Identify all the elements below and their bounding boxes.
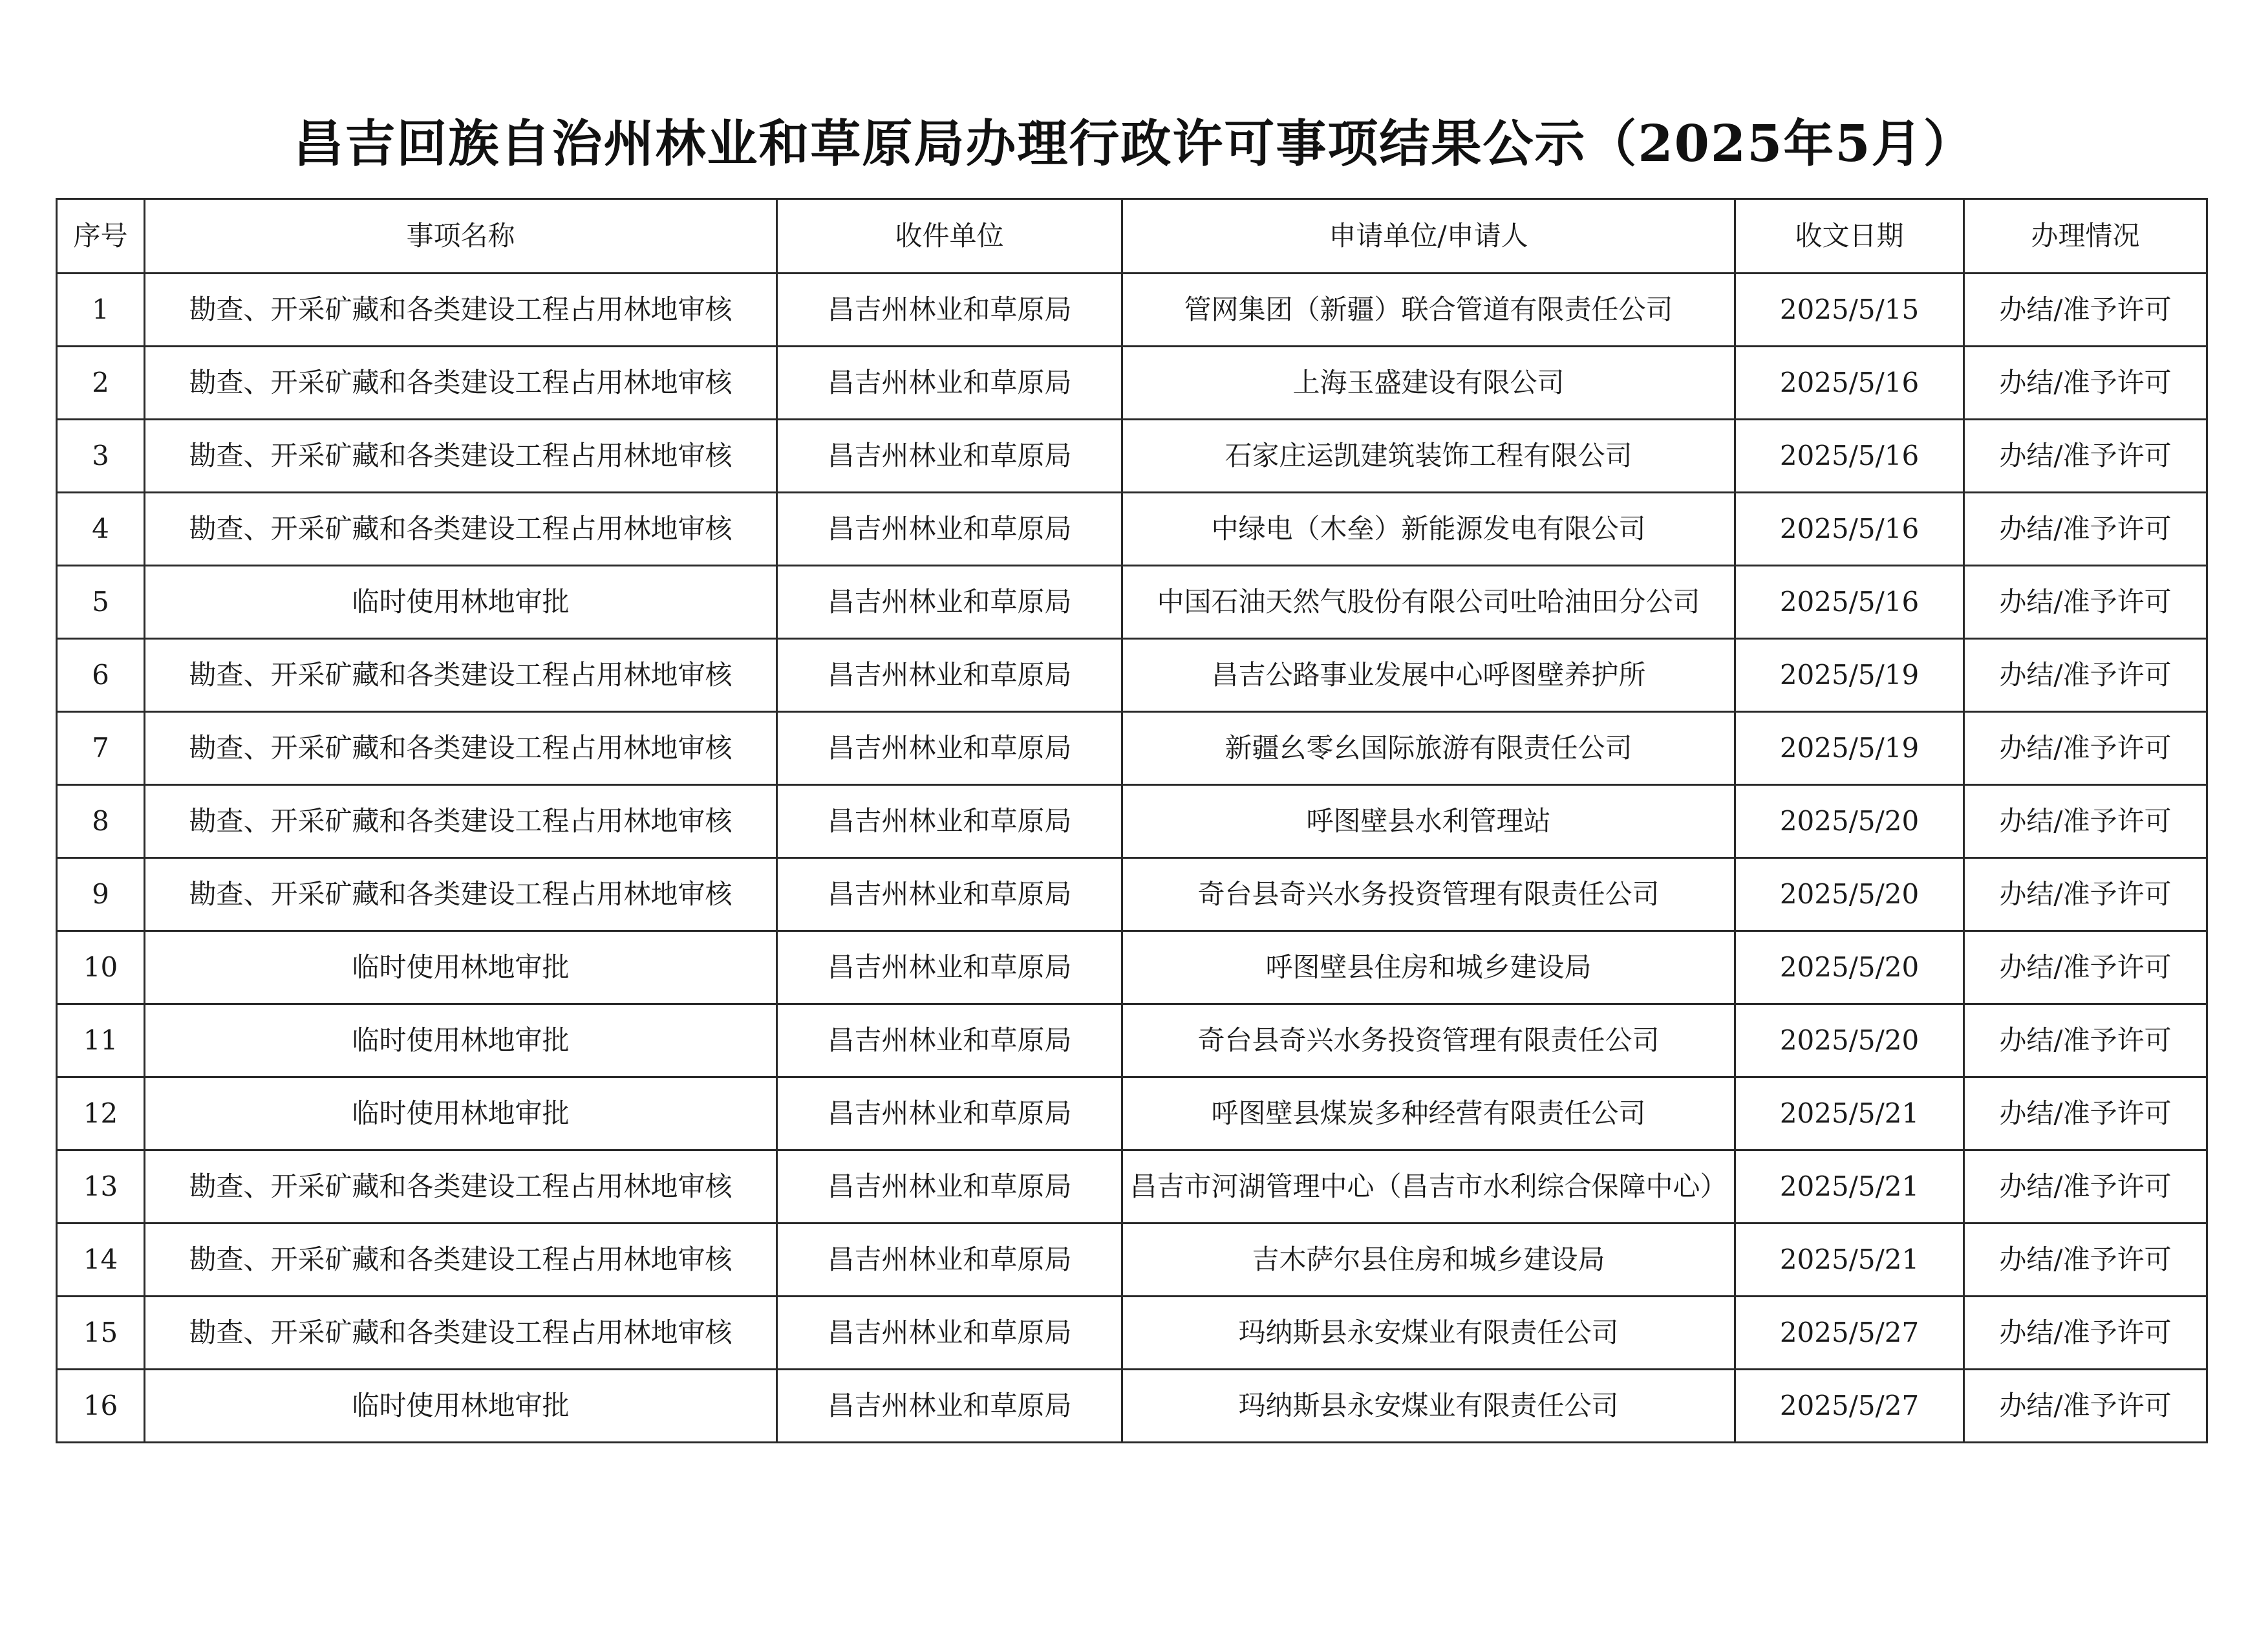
item-name-cell: 勘查、开采矿藏和各类建设工程占用林地审核 <box>145 274 777 347</box>
table-row <box>57 1297 2207 1370</box>
applicant-cell: 中国石油天然气股份有限公司吐哈油田分公司 <box>1122 566 1735 639</box>
processing-status-cell: 办结/准予许可 <box>1964 858 2207 931</box>
table-row <box>57 1370 2207 1443</box>
table-row <box>57 785 2207 858</box>
table-row <box>57 712 2207 785</box>
table-row <box>57 931 2207 1004</box>
receipt-date-cell: 2025/5/16 <box>1735 566 1964 639</box>
applicant-cell: 玛纳斯县永安煤业有限责任公司 <box>1122 1297 1735 1370</box>
processing-status-cell: 办结/准予许可 <box>1964 1223 2207 1297</box>
table-row <box>57 274 2207 347</box>
receipt-date-cell: 2025/5/16 <box>1735 420 1964 493</box>
document-title: 昌吉回族自治州林业和草原局办理行政许可事项结果公示（2025年5月） <box>293 114 1975 173</box>
item-name-cell: 勘查、开采矿藏和各类建设工程占用林地审核 <box>145 858 777 931</box>
item-name-cell: 临时使用林地审批 <box>145 566 777 639</box>
table-row <box>57 1223 2207 1297</box>
applicant-cell: 奇台县奇兴水务投资管理有限责任公司 <box>1122 1004 1735 1077</box>
item-name-cell: 临时使用林地审批 <box>145 1077 777 1150</box>
item-name-cell: 临时使用林地审批 <box>145 1370 777 1443</box>
receipt-date-cell: 2025/5/19 <box>1735 712 1964 785</box>
processing-status-cell: 办结/准予许可 <box>1964 566 2207 639</box>
item-name-cell: 勘查、开采矿藏和各类建设工程占用林地审核 <box>145 1150 777 1223</box>
table-row <box>57 1004 2207 1077</box>
serial-number-cell: 16 <box>57 1370 145 1443</box>
serial-number-cell: 3 <box>57 420 145 493</box>
receipt-date-cell: 2025/5/15 <box>1735 274 1964 347</box>
table-body <box>57 274 2207 1443</box>
processing-status-cell: 办结/准予许可 <box>1964 712 2207 785</box>
receiving-unit-cell: 昌吉州林业和草原局 <box>777 420 1122 493</box>
receipt-date-cell: 2025/5/27 <box>1735 1297 1964 1370</box>
receiving-unit-cell: 昌吉州林业和草原局 <box>777 1297 1122 1370</box>
serial-number-cell: 10 <box>57 931 145 1004</box>
receipt-date-cell: 2025/5/21 <box>1735 1077 1964 1150</box>
permit-results-table <box>56 198 2208 1443</box>
serial-number-cell: 4 <box>57 493 145 566</box>
receiving-unit-cell: 昌吉州林业和草原局 <box>777 1077 1122 1150</box>
receiving-unit-cell: 昌吉州林业和草原局 <box>777 639 1122 712</box>
receiving-unit-cell: 昌吉州林业和草原局 <box>777 1370 1122 1443</box>
receiving-unit-cell: 昌吉州林业和草原局 <box>777 1004 1122 1077</box>
header-row <box>57 199 2207 274</box>
applicant-cell: 管网集团（新疆）联合管道有限责任公司 <box>1122 274 1735 347</box>
table-row <box>57 566 2207 639</box>
serial-number-cell: 7 <box>57 712 145 785</box>
header-receiving-unit: 收件单位 <box>777 199 1122 274</box>
processing-status-cell: 办结/准予许可 <box>1964 1150 2207 1223</box>
item-name-cell: 勘查、开采矿藏和各类建设工程占用林地审核 <box>145 493 777 566</box>
processing-status-cell: 办结/准予许可 <box>1964 785 2207 858</box>
receiving-unit-cell: 昌吉州林业和草原局 <box>777 493 1122 566</box>
table-row <box>57 420 2207 493</box>
serial-number-cell: 12 <box>57 1077 145 1150</box>
header-processing-status: 办理情况 <box>1964 199 2207 274</box>
applicant-cell: 吉木萨尔县住房和城乡建设局 <box>1122 1223 1735 1297</box>
table-row <box>57 639 2207 712</box>
table-row <box>57 1077 2207 1150</box>
item-name-cell: 临时使用林地审批 <box>145 1004 777 1077</box>
serial-number-cell: 6 <box>57 639 145 712</box>
processing-status-cell: 办结/准予许可 <box>1964 347 2207 420</box>
receipt-date-cell: 2025/5/19 <box>1735 639 1964 712</box>
receipt-date-cell: 2025/5/21 <box>1735 1223 1964 1297</box>
receipt-date-cell: 2025/5/20 <box>1735 1004 1964 1077</box>
serial-number-cell: 14 <box>57 1223 145 1297</box>
processing-status-cell: 办结/准予许可 <box>1964 1370 2207 1443</box>
processing-status-cell: 办结/准予许可 <box>1964 1004 2207 1077</box>
receipt-date-cell: 2025/5/27 <box>1735 1370 1964 1443</box>
serial-number-cell: 1 <box>57 274 145 347</box>
applicant-cell: 奇台县奇兴水务投资管理有限责任公司 <box>1122 858 1735 931</box>
receiving-unit-cell: 昌吉州林业和草原局 <box>777 785 1122 858</box>
processing-status-cell: 办结/准予许可 <box>1964 274 2207 347</box>
applicant-cell: 新疆幺零幺国际旅游有限责任公司 <box>1122 712 1735 785</box>
header-serial-number: 序号 <box>57 199 145 274</box>
serial-number-cell: 8 <box>57 785 145 858</box>
receipt-date-cell: 2025/5/20 <box>1735 858 1964 931</box>
processing-status-cell: 办结/准予许可 <box>1964 931 2207 1004</box>
table-row <box>57 347 2207 420</box>
serial-number-cell: 11 <box>57 1004 145 1077</box>
receiving-unit-cell: 昌吉州林业和草原局 <box>777 858 1122 931</box>
receiving-unit-cell: 昌吉州林业和草原局 <box>777 274 1122 347</box>
item-name-cell: 勘查、开采矿藏和各类建设工程占用林地审核 <box>145 785 777 858</box>
item-name-cell: 勘查、开采矿藏和各类建设工程占用林地审核 <box>145 1297 777 1370</box>
receipt-date-cell: 2025/5/20 <box>1735 785 1964 858</box>
applicant-cell: 昌吉公路事业发展中心呼图壁养护所 <box>1122 639 1735 712</box>
applicant-cell: 上海玉盛建设有限公司 <box>1122 347 1735 420</box>
processing-status-cell: 办结/准予许可 <box>1964 493 2207 566</box>
table-row <box>57 1150 2207 1223</box>
processing-status-cell: 办结/准予许可 <box>1964 1297 2207 1370</box>
receipt-date-cell: 2025/5/16 <box>1735 493 1964 566</box>
processing-status-cell: 办结/准予许可 <box>1964 420 2207 493</box>
applicant-cell: 呼图壁县煤炭多种经营有限责任公司 <box>1122 1077 1735 1150</box>
serial-number-cell: 2 <box>57 347 145 420</box>
receiving-unit-cell: 昌吉州林业和草原局 <box>777 347 1122 420</box>
item-name-cell: 勘查、开采矿藏和各类建设工程占用林地审核 <box>145 347 777 420</box>
table-header <box>57 199 2207 274</box>
receipt-date-cell: 2025/5/20 <box>1735 931 1964 1004</box>
serial-number-cell: 13 <box>57 1150 145 1223</box>
receiving-unit-cell: 昌吉州林业和草原局 <box>777 931 1122 1004</box>
applicant-cell: 中绿电（木垒）新能源发电有限公司 <box>1122 493 1735 566</box>
receiving-unit-cell: 昌吉州林业和草原局 <box>777 1150 1122 1223</box>
receiving-unit-cell: 昌吉州林业和草原局 <box>777 712 1122 785</box>
applicant-cell: 呼图壁县住房和城乡建设局 <box>1122 931 1735 1004</box>
serial-number-cell: 15 <box>57 1297 145 1370</box>
processing-status-cell: 办结/准予许可 <box>1964 639 2207 712</box>
applicant-cell: 昌吉市河湖管理中心（昌吉市水利综合保障中心） <box>1122 1150 1735 1223</box>
item-name-cell: 勘查、开采矿藏和各类建设工程占用林地审核 <box>145 639 777 712</box>
serial-number-cell: 9 <box>57 858 145 931</box>
header-item-name: 事项名称 <box>145 199 777 274</box>
applicant-cell: 呼图壁县水利管理站 <box>1122 785 1735 858</box>
item-name-cell: 勘查、开采矿藏和各类建设工程占用林地审核 <box>145 712 777 785</box>
receiving-unit-cell: 昌吉州林业和草原局 <box>777 566 1122 639</box>
receipt-date-cell: 2025/5/21 <box>1735 1150 1964 1223</box>
applicant-cell: 玛纳斯县永安煤业有限责任公司 <box>1122 1370 1735 1443</box>
item-name-cell: 勘查、开采矿藏和各类建设工程占用林地审核 <box>145 1223 777 1297</box>
receipt-date-cell: 2025/5/16 <box>1735 347 1964 420</box>
header-applicant: 申请单位/申请人 <box>1122 199 1735 274</box>
receiving-unit-cell: 昌吉州林业和草原局 <box>777 1223 1122 1297</box>
processing-status-cell: 办结/准予许可 <box>1964 1077 2207 1150</box>
table-row <box>57 493 2207 566</box>
table-row <box>57 858 2207 931</box>
item-name-cell: 临时使用林地审批 <box>145 931 777 1004</box>
item-name-cell: 勘查、开采矿藏和各类建设工程占用林地审核 <box>145 420 777 493</box>
serial-number-cell: 5 <box>57 566 145 639</box>
applicant-cell: 石家庄运凯建筑装饰工程有限公司 <box>1122 420 1735 493</box>
header-receipt-date: 收文日期 <box>1735 199 1964 274</box>
